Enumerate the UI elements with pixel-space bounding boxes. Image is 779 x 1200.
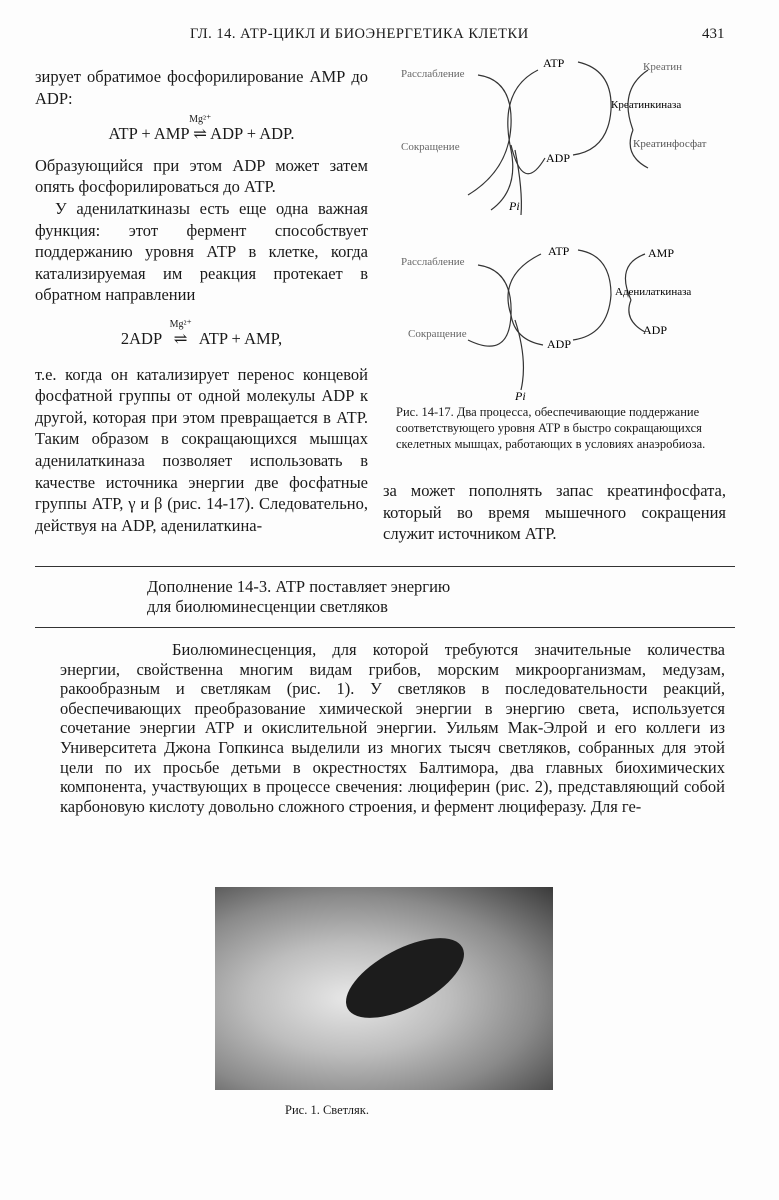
running-header: ГЛ. 14. АТР-ЦИКЛ И БИОЭНЕРГЕТИКА КЛЕТКИ	[190, 26, 529, 42]
right-column-text: за может пополнять запас креатинфосфата, который во время мышечного сокращения служит источником АТР.	[383, 481, 726, 544]
arrow-to-adp	[511, 145, 545, 174]
figure-caption: Рис. 14-17. Два процесса, обеспечивающие поддержание соответствующего уровня АТР в быстро сокращающихся скелетных мышцах, работающих в условиях анаэробиоза.	[396, 405, 706, 451]
paragraph: Образующийся при этом ADP может затем опять фосфорилироваться до АТР.	[35, 155, 368, 197]
diagram-creatine-kinase	[383, 50, 743, 230]
eq-arrow-glyph: ⇌	[173, 328, 188, 348]
label-relaxation: Расслабление	[401, 256, 465, 268]
page-number: 431	[702, 26, 725, 42]
firefly-photo	[215, 887, 553, 1090]
diagram-adenylate-kinase	[383, 240, 743, 405]
label-atp: ATP	[548, 244, 570, 258]
eq-catalyst: Mg²⁺	[169, 318, 192, 330]
eq-right: ATP + AMP,	[198, 328, 283, 348]
eq-arrow	[169, 318, 192, 350]
label-amp: AMP	[648, 246, 675, 260]
paragraph: У аденилаткиназы есть еще одна важная функция: этот фермент способствует поддержанию уровня АТР в клетке, когда катализируемая им реакция протекает в обратном направлении	[35, 198, 368, 305]
label-contraction: Сокращение	[408, 328, 467, 340]
label-adenylate-kinase: Аденилаткиназа	[615, 286, 692, 298]
label-pi: Pi	[515, 389, 526, 403]
arrow-relax-contract	[468, 75, 511, 195]
label-adp: ADP	[547, 337, 572, 351]
divider-top	[35, 566, 735, 567]
eq-right: ADP + ADP.	[210, 124, 295, 144]
left-column	[35, 66, 368, 536]
eq-arrow-glyph: ⇌	[193, 124, 207, 144]
label-atp: ATP	[543, 56, 565, 70]
label-contraction: Сокращение	[401, 141, 460, 153]
supplement-title	[147, 577, 450, 617]
firefly-shape	[334, 922, 476, 1034]
label-phosphocreatine: Креатинфосфат	[633, 138, 707, 150]
label-creatine: Креатин	[643, 61, 683, 73]
paragraph: зирует обратимое фосфорилирование АМР до ADP:	[35, 67, 368, 108]
eq-catalyst: Mg²⁺	[189, 114, 212, 126]
label-creatine-kinase: Креатинкиназа	[611, 99, 682, 111]
eq-left: 2ADP	[120, 328, 162, 348]
equation-1	[35, 114, 368, 145]
label-adp-in: ADP	[643, 323, 668, 337]
paragraph: т.е. когда он катализирует перенос концевой фосфатной группы от одной молекулы ADP к другой, которая при этом превращается в АТР. Таким образом в сокращающихся мышцах аденилаткиназа позволяет использовать в качестве источника энергии две фосфатные группы АТР, γ и β (рис. 14-17). Следовательно, действуя на ADP, аденилаткина-	[35, 364, 368, 535]
supplement-title-line: Дополнение 14-3. АТР поставляет энергию	[147, 577, 451, 596]
divider-bottom	[35, 627, 735, 628]
arrow-adp-atp	[573, 62, 611, 155]
label-relaxation: Расслабление	[401, 68, 465, 80]
equation-2	[35, 318, 368, 350]
label-pi: Pi	[509, 199, 520, 213]
label-adp: ADP	[546, 151, 571, 165]
arrow-atp-adp	[491, 70, 538, 210]
eq-arrow	[189, 114, 212, 145]
supplement-paragraph: Биолюминесценция, для которой требуются значительные количества энергии, свойственна многим видам грибов, морским микроорганизмам, медузам, ракообразным и светлякам (рис. 1). У светляков в последовательности реакций, обеспечивающих преобразование химической энергии в энергию света, используется сочетание энергии АТР и окислительной энергии. Уильям Мак-Элрой и его коллеги из Университета Джона Гопкинса выделили из многих тысяч светляков, собранных для этой цели по их просьбе детьми в окрестностях Балтимора, два главных биохимических компонента, участвующих в процессе свечения: люциферин (рис. 2), представляющий собой карбоновую кислоту довольно сложного строения, и фермент люциферазу. Для ге-	[60, 640, 725, 816]
supplement-title-line: для биолюминесценции светляков	[147, 597, 388, 616]
photo-caption: Рис. 1. Светляк.	[285, 1103, 369, 1117]
eq-left: ATP + AMP	[108, 124, 189, 144]
